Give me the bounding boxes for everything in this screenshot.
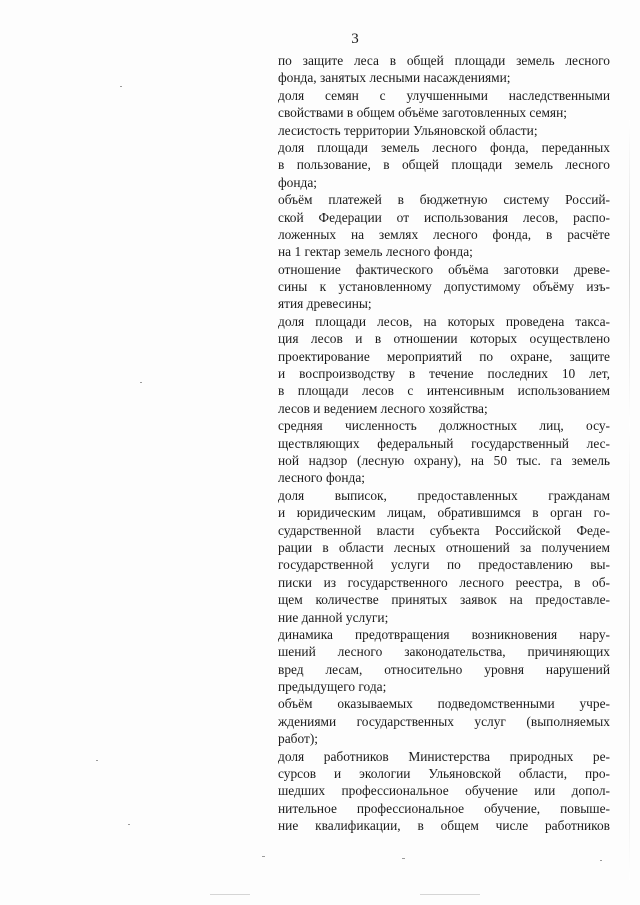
text-line: писки из государственного лесного реестра, в об- bbox=[278, 574, 610, 590]
text-line: шений лесного законодательства, причиняющих bbox=[278, 644, 610, 660]
scan-speck bbox=[402, 858, 405, 859]
text-line: сины к установленному допустимому объёму изъ- bbox=[278, 279, 610, 295]
text-line: доля площади земель лесного фонда, переданных bbox=[278, 139, 610, 155]
text-line: динамика предотвращения возникновения нару- bbox=[278, 626, 610, 642]
text-line: на 1 гектар земель лесного фонда; bbox=[278, 244, 473, 260]
text-line: объём оказываемых подведомственными учре- bbox=[278, 696, 610, 712]
text-line: ной надзор (лесную охрану), на 50 тыс. га земель bbox=[278, 452, 610, 468]
text-line: лесистость территории Ульяновской области; bbox=[278, 122, 538, 138]
text-line: свойствами в общем объёме заготовленных семян; bbox=[278, 105, 567, 121]
text-line: предыдущего года; bbox=[278, 679, 387, 695]
text-line: лесного фонда; bbox=[278, 470, 365, 486]
scan-speck bbox=[420, 894, 480, 895]
text-line: и юридическим лицам, обратившимся в орган го- bbox=[278, 505, 610, 521]
scan-speck bbox=[96, 760, 98, 761]
scan-edge bbox=[629, 120, 630, 880]
text-line: щем количестве принятых заявок на предоставле- bbox=[278, 592, 610, 608]
text-line: сурсов и экологии Ульяновской области, про- bbox=[278, 766, 610, 782]
text-line: работ); bbox=[278, 731, 319, 747]
text-line: шедших профессиональное обучение или допол- bbox=[278, 783, 610, 799]
text-line: ской Федерации от использования лесов, распо- bbox=[278, 209, 610, 225]
text-line: лесов и ведением лесного хозяйства; bbox=[278, 400, 488, 416]
text-line: фонда; bbox=[278, 174, 318, 190]
body-text bbox=[278, 52, 610, 835]
text-line: фонда, занятых лесными насаждениями; bbox=[278, 70, 511, 86]
text-line: государственной услуги по предоставлению вы- bbox=[278, 557, 610, 573]
text-line: проектирование мероприятий по охране, защите bbox=[278, 348, 610, 364]
text-line: сударственной власти субъекта Российской Феде- bbox=[278, 522, 610, 538]
scan-speck bbox=[140, 382, 142, 383]
text-line: ция лесов и в отношении которых осуществлено bbox=[278, 331, 610, 347]
text-line: рации в области лесных отношений за получением bbox=[278, 539, 610, 555]
text-line: доля семян с улучшенными наследственными bbox=[278, 87, 610, 103]
text-line: ложенных на землях лесного фонда, в расчёте bbox=[278, 226, 610, 242]
text-line: ждениями государственных услуг (выполняемых bbox=[278, 713, 610, 729]
text-line: средняя численность должностных лиц, осу- bbox=[278, 418, 610, 434]
page-number: 3 bbox=[351, 31, 359, 47]
text-line: доля выписок, предоставленных гражданам bbox=[278, 487, 610, 503]
text-line: в пользование, в общей площади земель лесного bbox=[278, 157, 610, 173]
text-line: ществляющих федеральный государственный лес- bbox=[278, 435, 610, 451]
scan-speck bbox=[120, 86, 122, 87]
text-line: вред лесам, относительно уровня нарушений bbox=[278, 661, 610, 677]
text-line: по защите леса в общей площади земель лесного bbox=[278, 53, 610, 68]
scan-speck bbox=[262, 856, 265, 857]
text-line: ние квалификации, в общем числе работников bbox=[278, 818, 610, 834]
text-line: нительное профессиональное обучение, повыше- bbox=[278, 800, 610, 816]
text-line: доля работников Министерства природных ре- bbox=[278, 748, 610, 764]
text-line: ятия древесины; bbox=[278, 296, 372, 312]
text-line: ние данной услуги; bbox=[278, 609, 389, 625]
text-line: объём платежей в бюджетную систему Россий- bbox=[278, 192, 610, 208]
scan-speck bbox=[210, 894, 250, 895]
scan-speck bbox=[600, 860, 602, 861]
scan-speck bbox=[128, 824, 130, 825]
text-line: и воспроизводству в течение последних 10 лет, bbox=[278, 366, 610, 382]
text-line: отношение фактического объёма заготовки древе- bbox=[278, 261, 610, 277]
text-line: доля площади лесов, на которых проведена такса- bbox=[278, 313, 610, 329]
text-line: в площади лесов с интенсивным использованием bbox=[278, 383, 610, 399]
